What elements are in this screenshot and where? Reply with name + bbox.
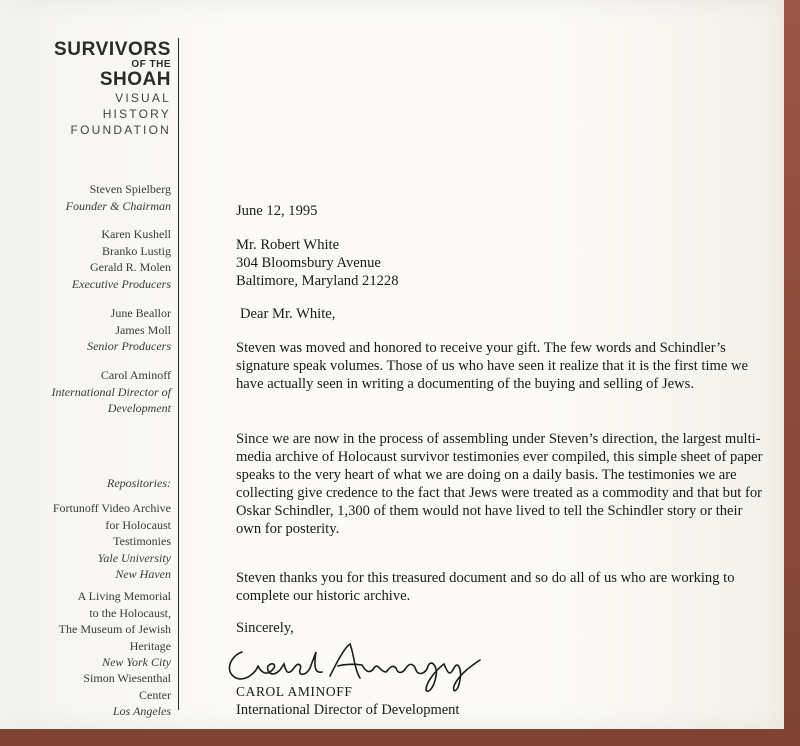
repo-place: Yale University <box>97 550 171 565</box>
org-line-3: SHOAH <box>99 69 171 90</box>
staff-role: Executive Producers <box>71 276 171 291</box>
repo-line: for Holocaust <box>105 517 171 532</box>
repository-fortunoff <box>11 500 171 583</box>
repo-line: A Living Memorial <box>77 589 171 603</box>
repo-line: Testimonies <box>113 534 171 548</box>
repo-line: The Museum of Jewish <box>58 622 171 636</box>
repository-living-memorial <box>11 588 171 671</box>
staff-group-senior <box>11 305 171 355</box>
staff-role: Senior Producers <box>87 339 171 353</box>
repo-place: Los Angeles <box>112 704 171 718</box>
repo-line: to the Holocaust, <box>89 605 171 620</box>
address-line: Baltimore, Maryland 21228 <box>236 273 399 289</box>
signer-name: CAROL AMINOFF <box>236 684 353 699</box>
repo-line: Fortunoff Video Archive <box>52 501 171 515</box>
repositories-heading <box>11 475 171 492</box>
org-line-1: SURVIVORS <box>54 39 171 60</box>
org-line-4: VISUAL <box>115 91 171 105</box>
staff-name: Gerald R. Molen <box>90 260 171 274</box>
letterhead-logo <box>1 40 171 138</box>
staff-name: June Beallor <box>110 306 171 320</box>
staff-role: International Director of Development <box>51 384 171 415</box>
org-line-6: FOUNDATION <box>70 123 171 137</box>
salutation: Dear Mr. White, <box>240 306 336 322</box>
staff-group-founder <box>11 181 171 214</box>
repositories-label: Repositories: <box>107 476 171 490</box>
repo-line: Heritage <box>129 638 171 653</box>
repo-place: New York City <box>102 655 171 669</box>
repo-place: New Haven <box>115 567 171 581</box>
org-line-5: HISTORY <box>102 107 171 121</box>
body-paragraph: Steven was moved and honored to receive your gift. The few words and Schindler’s signature speak volumes. Those of us who have seen it realize that it is the first time we have actually seen in writing a documenting of the buying and selling of Jews. <box>236 340 748 392</box>
staff-name: James Moll <box>115 322 171 337</box>
org-line-2: OF THE <box>131 59 171 70</box>
staff-name: Karen Kushell <box>101 227 171 241</box>
body-paragraph: Steven thanks you for this treasured document and so do all of us who are working to complete our historic archive. <box>236 570 735 604</box>
staff-group-development <box>41 367 171 417</box>
address-line: Mr. Robert White <box>236 237 340 253</box>
staff-name: Steven Spielberg <box>89 182 171 196</box>
signer-title: International Director of Development <box>236 702 460 718</box>
closing: Sincerely, <box>236 620 294 636</box>
staff-role: Founder & Chairman <box>65 198 171 213</box>
staff-group-executive <box>11 226 171 292</box>
body-paragraph: Since we are now in the process of assembling under Steven’s direction, the largest multi-media archive of Holocaust survivor testimonies ever compiled, this simple sheet of paper speaks to the very heart of what we are doing on a daily basis. The testimonies we are collecting give credence to the fact that Jews were treated as a commodity and that but for Oskar Schindler, 1,300 of them would not have lived to tell the Schindler story or their own for posterity. <box>236 431 763 537</box>
address-line: 304 Bloomsbury Avenue <box>236 255 381 271</box>
staff-name: Carol Aminoff <box>100 368 171 382</box>
letter-date: June 12, 1995 <box>236 203 318 219</box>
repository-wiesenthal <box>11 670 171 720</box>
recipient-address <box>236 236 399 290</box>
repo-line: Center <box>139 687 171 702</box>
staff-name: Branko Lustig <box>102 243 171 258</box>
repo-line: Simon Wiesenthal <box>83 671 171 685</box>
sidebar-divider <box>178 38 179 710</box>
